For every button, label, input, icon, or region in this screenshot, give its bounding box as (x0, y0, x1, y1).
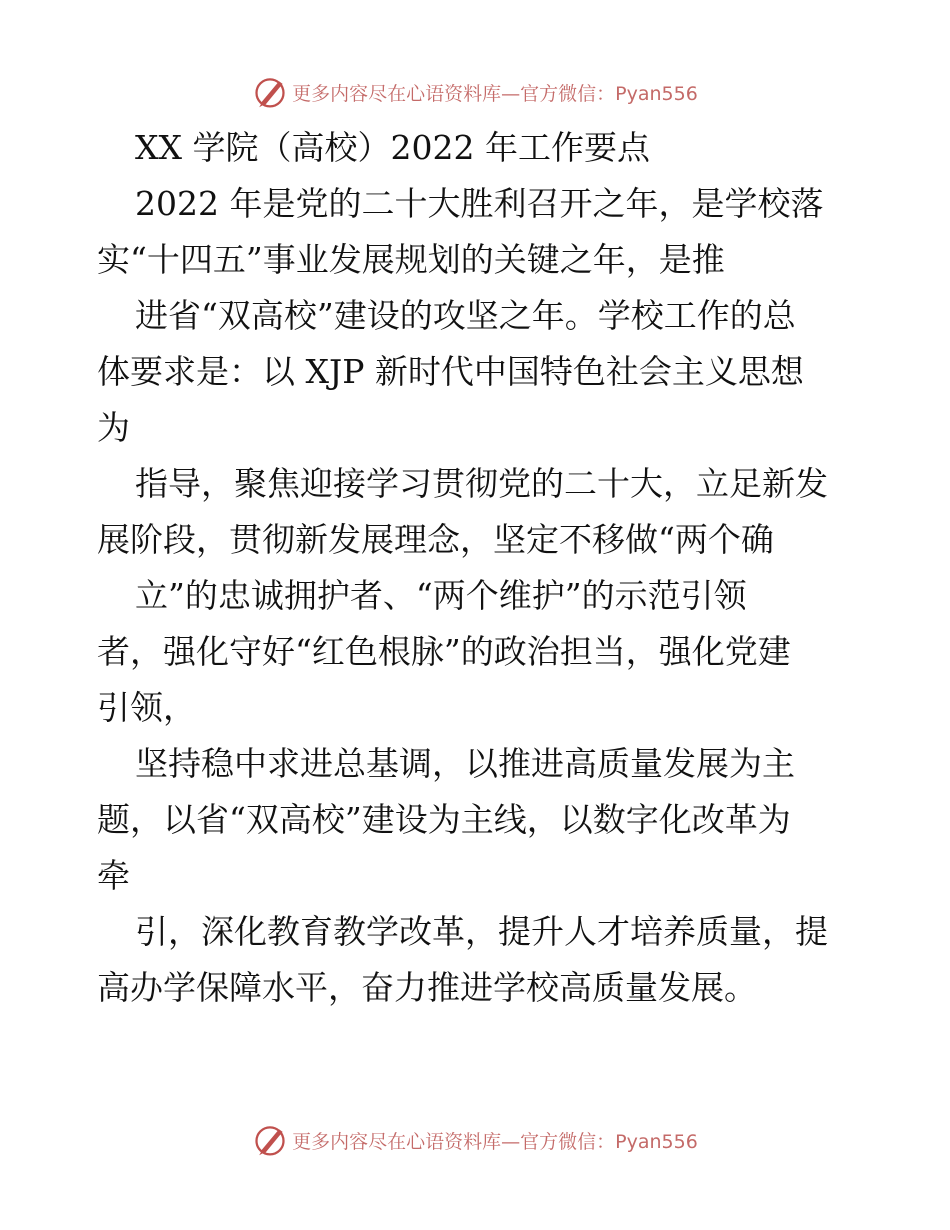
footer-banner-label: 更多内容尽在心语资料库—官方微信： (292, 1130, 616, 1153)
paragraph-line: 题，以省“双高校”建设为主线，以数字化改革为 (97, 800, 791, 839)
header-banner-label: 更多内容尽在心语资料库—官方微信： (292, 82, 616, 105)
paragraph-line: 指导，聚焦迎接学习贯彻党的二十大，立足新发 (135, 464, 828, 503)
paragraph-line: 体要求是：以 XJP 新时代中国特色社会主义思想 (97, 352, 804, 391)
document-body (97, 120, 857, 1016)
paragraph-line: 牵 (97, 856, 130, 895)
paragraph-line: 为 (97, 408, 130, 447)
paragraph-line: 进省“双高校”建设的攻坚之年。学校工作的总 (135, 296, 796, 335)
pen-logo-icon (252, 1122, 288, 1158)
footer-banner-account: Pyan556 (615, 1130, 698, 1153)
paragraph-line: 立”的忠诚拥护者、“两个维护”的示范引领 (135, 576, 747, 615)
paragraph-line: 实“十四五”事业发展规划的关键之年，是推 (97, 240, 725, 279)
paragraph-line: 引，深化教育教学改革，提升人才培养质量，提 (135, 912, 828, 951)
header-banner-text (292, 79, 698, 106)
paragraph-line: 者，强化守好“红色根脉”的政治担当，强化党建 (97, 632, 791, 671)
header-watermark-banner (0, 70, 950, 114)
header-banner-account: Pyan556 (615, 82, 698, 105)
paragraph-line: 坚持稳中求进总基调，以推进高质量发展为主 (135, 744, 795, 783)
paragraph-line: 引领， (97, 688, 196, 727)
paragraph-line: 高办学保障水平，奋力推进学校高质量发展。 (97, 968, 757, 1007)
footer-watermark-banner (0, 1118, 950, 1162)
paragraph-line: 展阶段，贯彻新发展理念，坚定不移做“两个确 (97, 520, 774, 559)
paragraph-line: 2022 年是党的二十大胜利召开之年，是学校落 (135, 184, 824, 223)
pen-logo-icon (252, 74, 288, 110)
footer-banner-text (292, 1127, 698, 1154)
document-title: XX 学院（高校）2022 年工作要点 (135, 128, 650, 167)
